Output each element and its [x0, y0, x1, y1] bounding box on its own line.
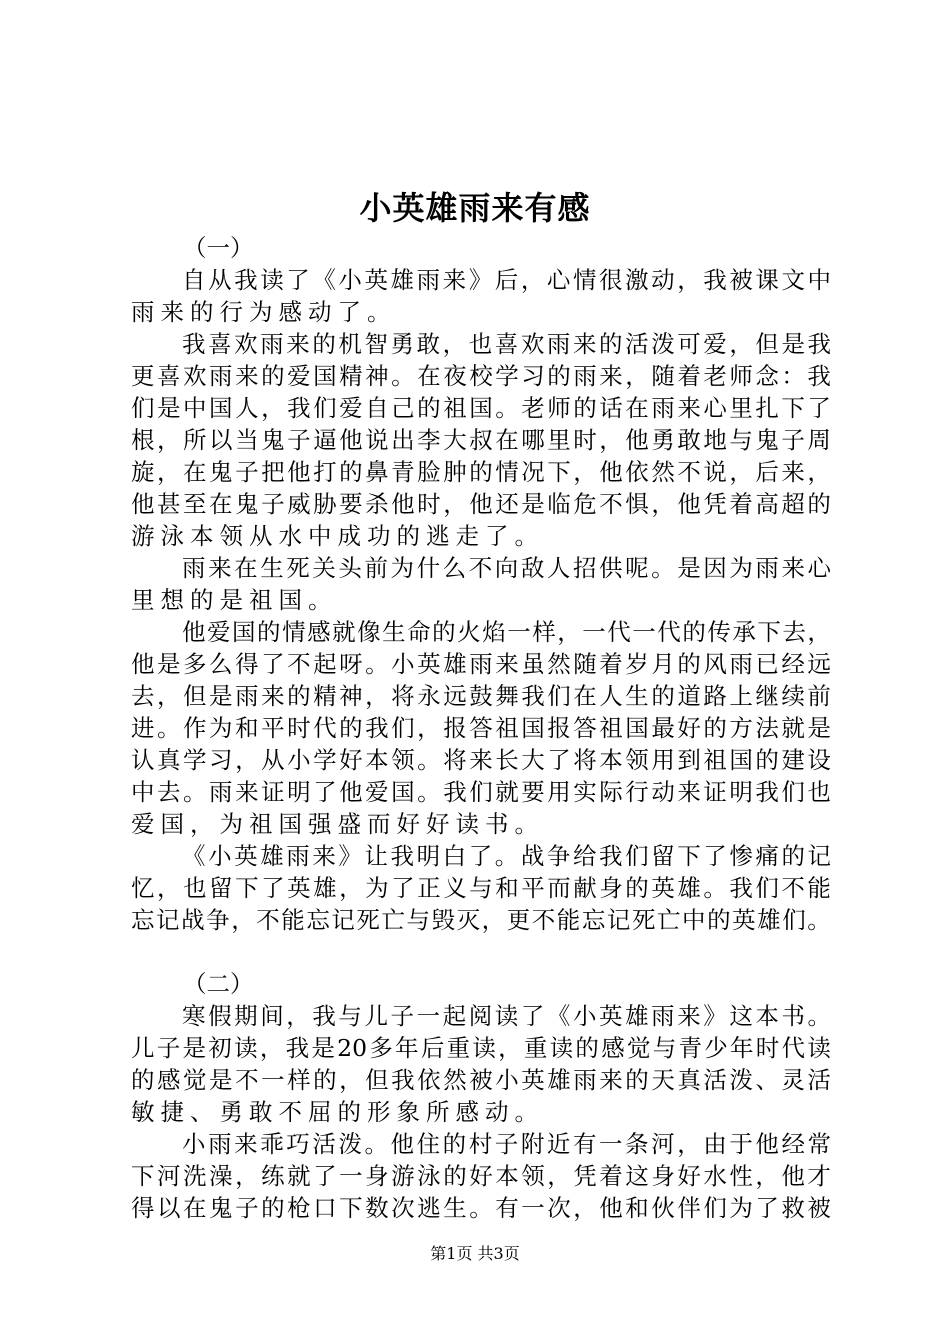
text-line: 敏 捷 、 勇 敢 不 屈 的 形 象 所 感 动 。 [131, 1098, 538, 1126]
text-line: 忆 ， 也 留 下 了 英 雄 ， 为 了 正 义 与 和 平 而 献 身 的 英 雄 。 我 们 不 能 [131, 874, 831, 902]
text-line: 寒 假 期 间 ， 我 与 儿 子 一 起 阅 读 了 《 小 英 雄 雨 来 》 这 本 书 。 [182, 1002, 831, 1030]
section-heading: （ 一 ） [183, 234, 254, 262]
text-line: 儿 子 是 初 读 ， 我 是 20 多 年 后 重 读 ， 重 读 的 感 觉 与 青 少 年 时 代 读 [131, 1034, 831, 1062]
text-line: 他 是 多 么 得 了 不 起 呀 。 小 英 雄 雨 来 虽 然 随 着 岁 月 的 风 雨 已 经 远 [131, 650, 831, 678]
text-line: 他 甚 至 在 鬼 子 威 胁 要 杀 他 时 ， 他 还 是 临 危 不 惧 ， 他 凭 着 高 超 的 [131, 490, 831, 518]
text-line: 自 从 我 读 了 《 小 英 雄 雨 来 》 后 ， 心 情 很 激 动 ， 我 被 课 文 中 [182, 266, 831, 294]
text-line: 中 去 。 雨 来 证 明 了 他 爱 国 。 我 们 就 要 用 实 际 行 动 来 证 明 我 们 也 [131, 778, 831, 806]
text-line: 雨 来 在 生 死 关 头 前 为 什 么 不 向 敌 人 招 供 呢 。 是 因 为 雨 来 心 [182, 554, 831, 582]
text-line: 爱 国 ， 为 祖 国 强 盛 而 好 好 读 书 。 [131, 810, 538, 838]
text-line: 雨 来 的 行 为 感 动 了 。 [131, 298, 391, 326]
text-line: 们 是 中 国 人 ， 我 们 爱 自 己 的 祖 国 。 老 师 的 话 在 雨 来 心 里 扎 下 了 [131, 394, 831, 422]
text-line: 下 河 洗 澡 ， 练 就 了 一 身 游 泳 的 好 本 领 ， 凭 着 这 身 好 水 性 ， 他 才 [131, 1162, 831, 1190]
document-body [131, 232, 831, 1224]
text-line: 我 喜 欢 雨 来 的 机 智 勇 敢 ， 也 喜 欢 雨 来 的 活 泼 可 爱 ， 但 是 我 [182, 330, 831, 358]
section-heading: （ 二 ） [183, 970, 254, 998]
text-line: 他 爱 国 的 情 感 就 像 生 命 的 火 焰 一 样 ， 一 代 一 代 的 传 承 下 去 ， [182, 618, 831, 646]
text-line: 里 想 的 是 祖 国 。 [131, 586, 332, 614]
text-line: 的 感 觉 是 不 一 样 的 ， 但 我 依 然 被 小 英 雄 雨 来 的 天 真 活 泼 、 灵 活 [131, 1066, 831, 1094]
blank-line [131, 936, 831, 968]
text-line: 得 以 在 鬼 子 的 枪 口 下 数 次 逃 生 。 有 一 次 ， 他 和 伙 伴 们 为 了 救 被 [131, 1194, 831, 1222]
text-line: 根 ， 所 以 当 鬼 子 逼 他 说 出 李 大 叔 在 哪 里 时 ， 他 勇 敢 地 与 鬼 子 周 [131, 426, 831, 454]
text-line: 游 泳 本 领 从 水 中 成 功 的 逃 走 了 。 [131, 522, 538, 550]
text-line: 《 小 英 雄 雨 来 》 让 我 明 白 了 。 战 争 给 我 们 留 下 了 惨 痛 的 记 [182, 842, 831, 870]
text-line: 进 。 作 为 和 平 时 代 的 我 们 ， 报 答 祖 国 报 答 祖 国 最 好 的 方 法 就 是 [131, 714, 831, 742]
text-line: 忘 记 战 争 ， 不 能 忘 记 死 亡 与 毁 灭 ， 更 不 能 忘 记 死 亡 中 的 英 雄 们 。 [131, 906, 831, 934]
text-line: 旋 ， 在 鬼 子 把 他 打 的 鼻 青 脸 肿 的 情 况 下 ， 他 依 然 不 说 ， 后 来 ， [131, 458, 831, 486]
page-footer: 第1页 共3页 [430, 1244, 520, 1263]
text-line: 更 喜 欢 雨 来 的 爱 国 精 神 。 在 夜 校 学 习 的 雨 来 ， 随 着 老 师 念 ： 我 [131, 362, 831, 390]
text-line: 认 真 学 习 ， 从 小 学 好 本 领 。 将 来 长 大 了 将 本 领 用 到 祖 国 的 建 设 [131, 746, 831, 774]
text-line: 小 雨 来 乖 巧 活 泼 。 他 住 的 村 子 附 近 有 一 条 河 ， 由 于 他 经 常 [182, 1130, 831, 1158]
text-line: 去 ， 但 是 雨 来 的 精 神 ， 将 永 远 鼓 舞 我 们 在 人 生 的 道 路 上 继 续 前 [131, 682, 831, 710]
document-title: 小英雄雨来有感 [359, 189, 591, 227]
